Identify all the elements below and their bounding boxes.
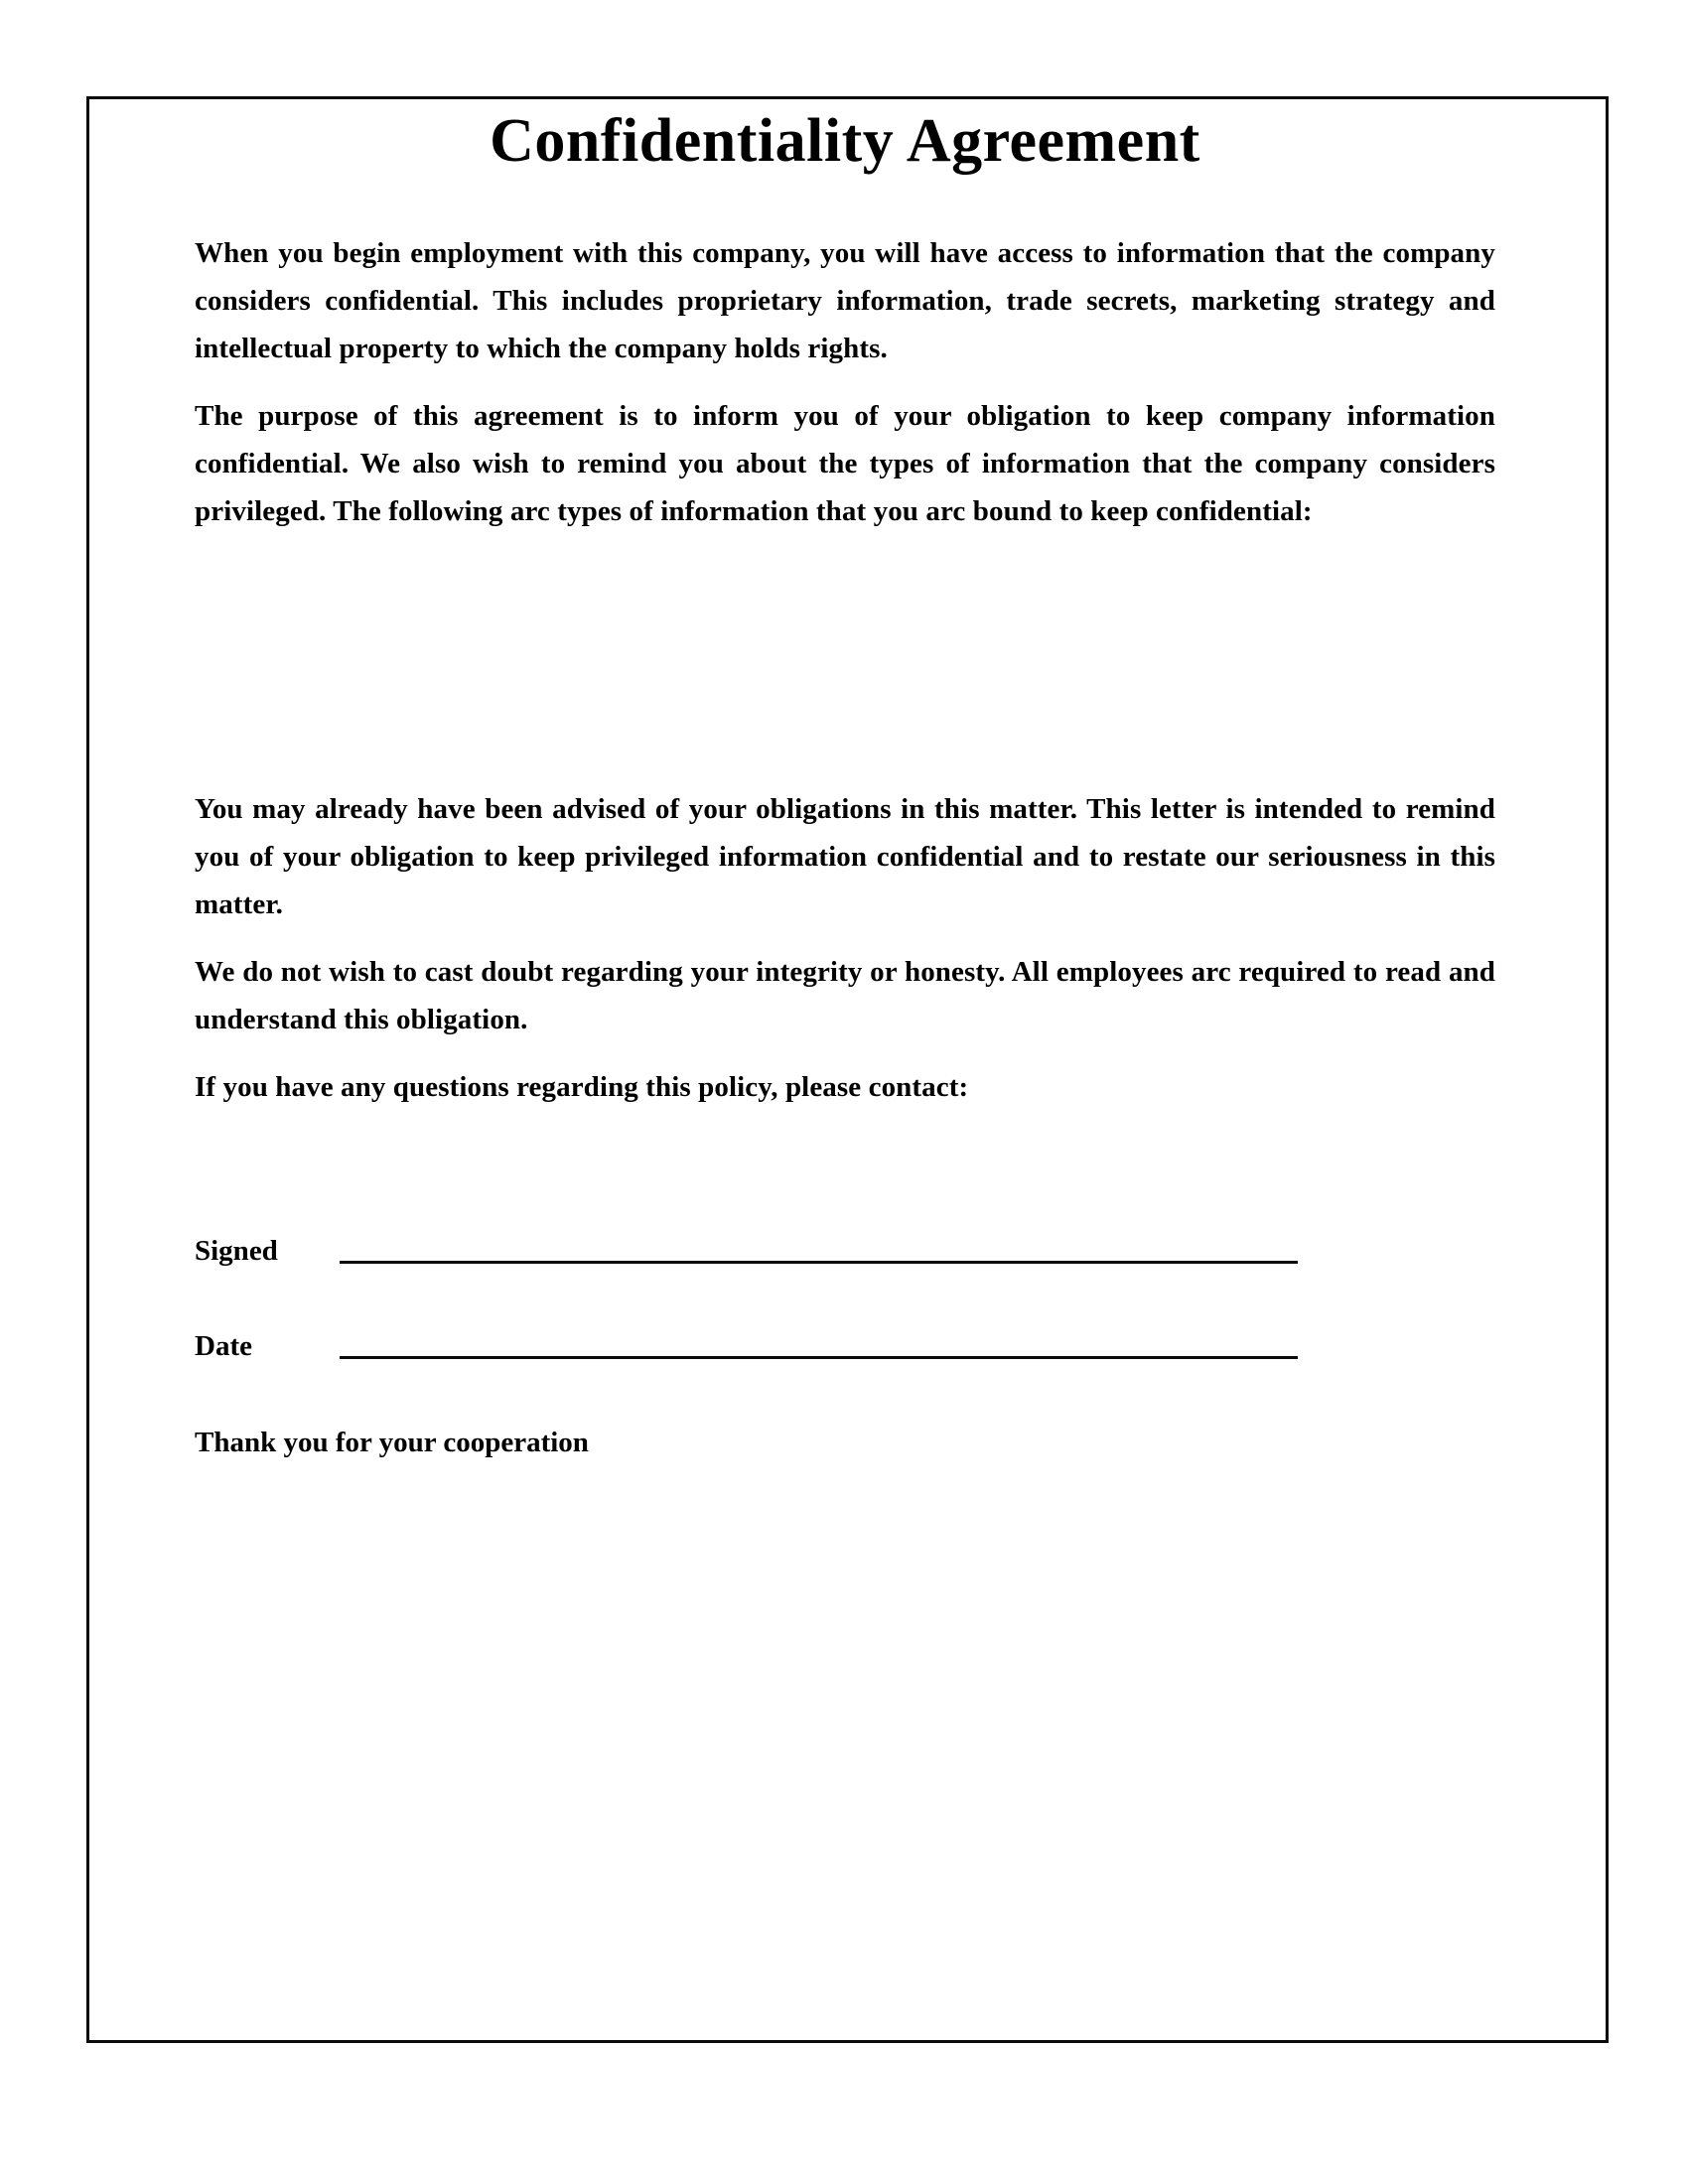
signed-row xyxy=(195,1206,1495,1268)
date-label: Date xyxy=(195,1330,252,1363)
closing-line: Thank you for your cooperation xyxy=(195,1427,589,1459)
signature-block xyxy=(195,1206,1495,1363)
confidential-items-blank-area xyxy=(195,555,1495,785)
signed-label: Signed xyxy=(195,1235,278,1268)
paragraph-purpose: The purpose of this agreement is to inform you of your obligation to keep company information confidential. We also wish to remind you about the types of information that the company considers privileged. The following arc types of information that you arc bound to keep confidential: xyxy=(195,400,1495,528)
paragraph-reminder: You may already have been advised of your obligations in this matter. This letter is intended to remind you of your obligation to keep privileged information confidential and to restate our seriousness in this matter. xyxy=(195,793,1495,921)
paragraph-integrity: We do not wish to cast doubt regarding your integrity or honesty. All employees arc required to read and understand this obligation. xyxy=(195,956,1495,1036)
paragraph-intro: When you begin employment with this company, you will have access to information that the company considers confidential. This includes proprietary information, trade secrets, marketing strategy and intellectual property to which the company holds rights. xyxy=(195,237,1495,365)
paragraph-contact: If you have any questions regarding this policy, please contact: xyxy=(195,1071,969,1104)
document-content xyxy=(195,107,1495,1462)
date-line[interactable] xyxy=(340,1356,1298,1359)
page-title: Confidentiality Agreement xyxy=(490,107,1200,175)
date-row xyxy=(195,1301,1495,1363)
signed-line[interactable] xyxy=(340,1261,1298,1264)
